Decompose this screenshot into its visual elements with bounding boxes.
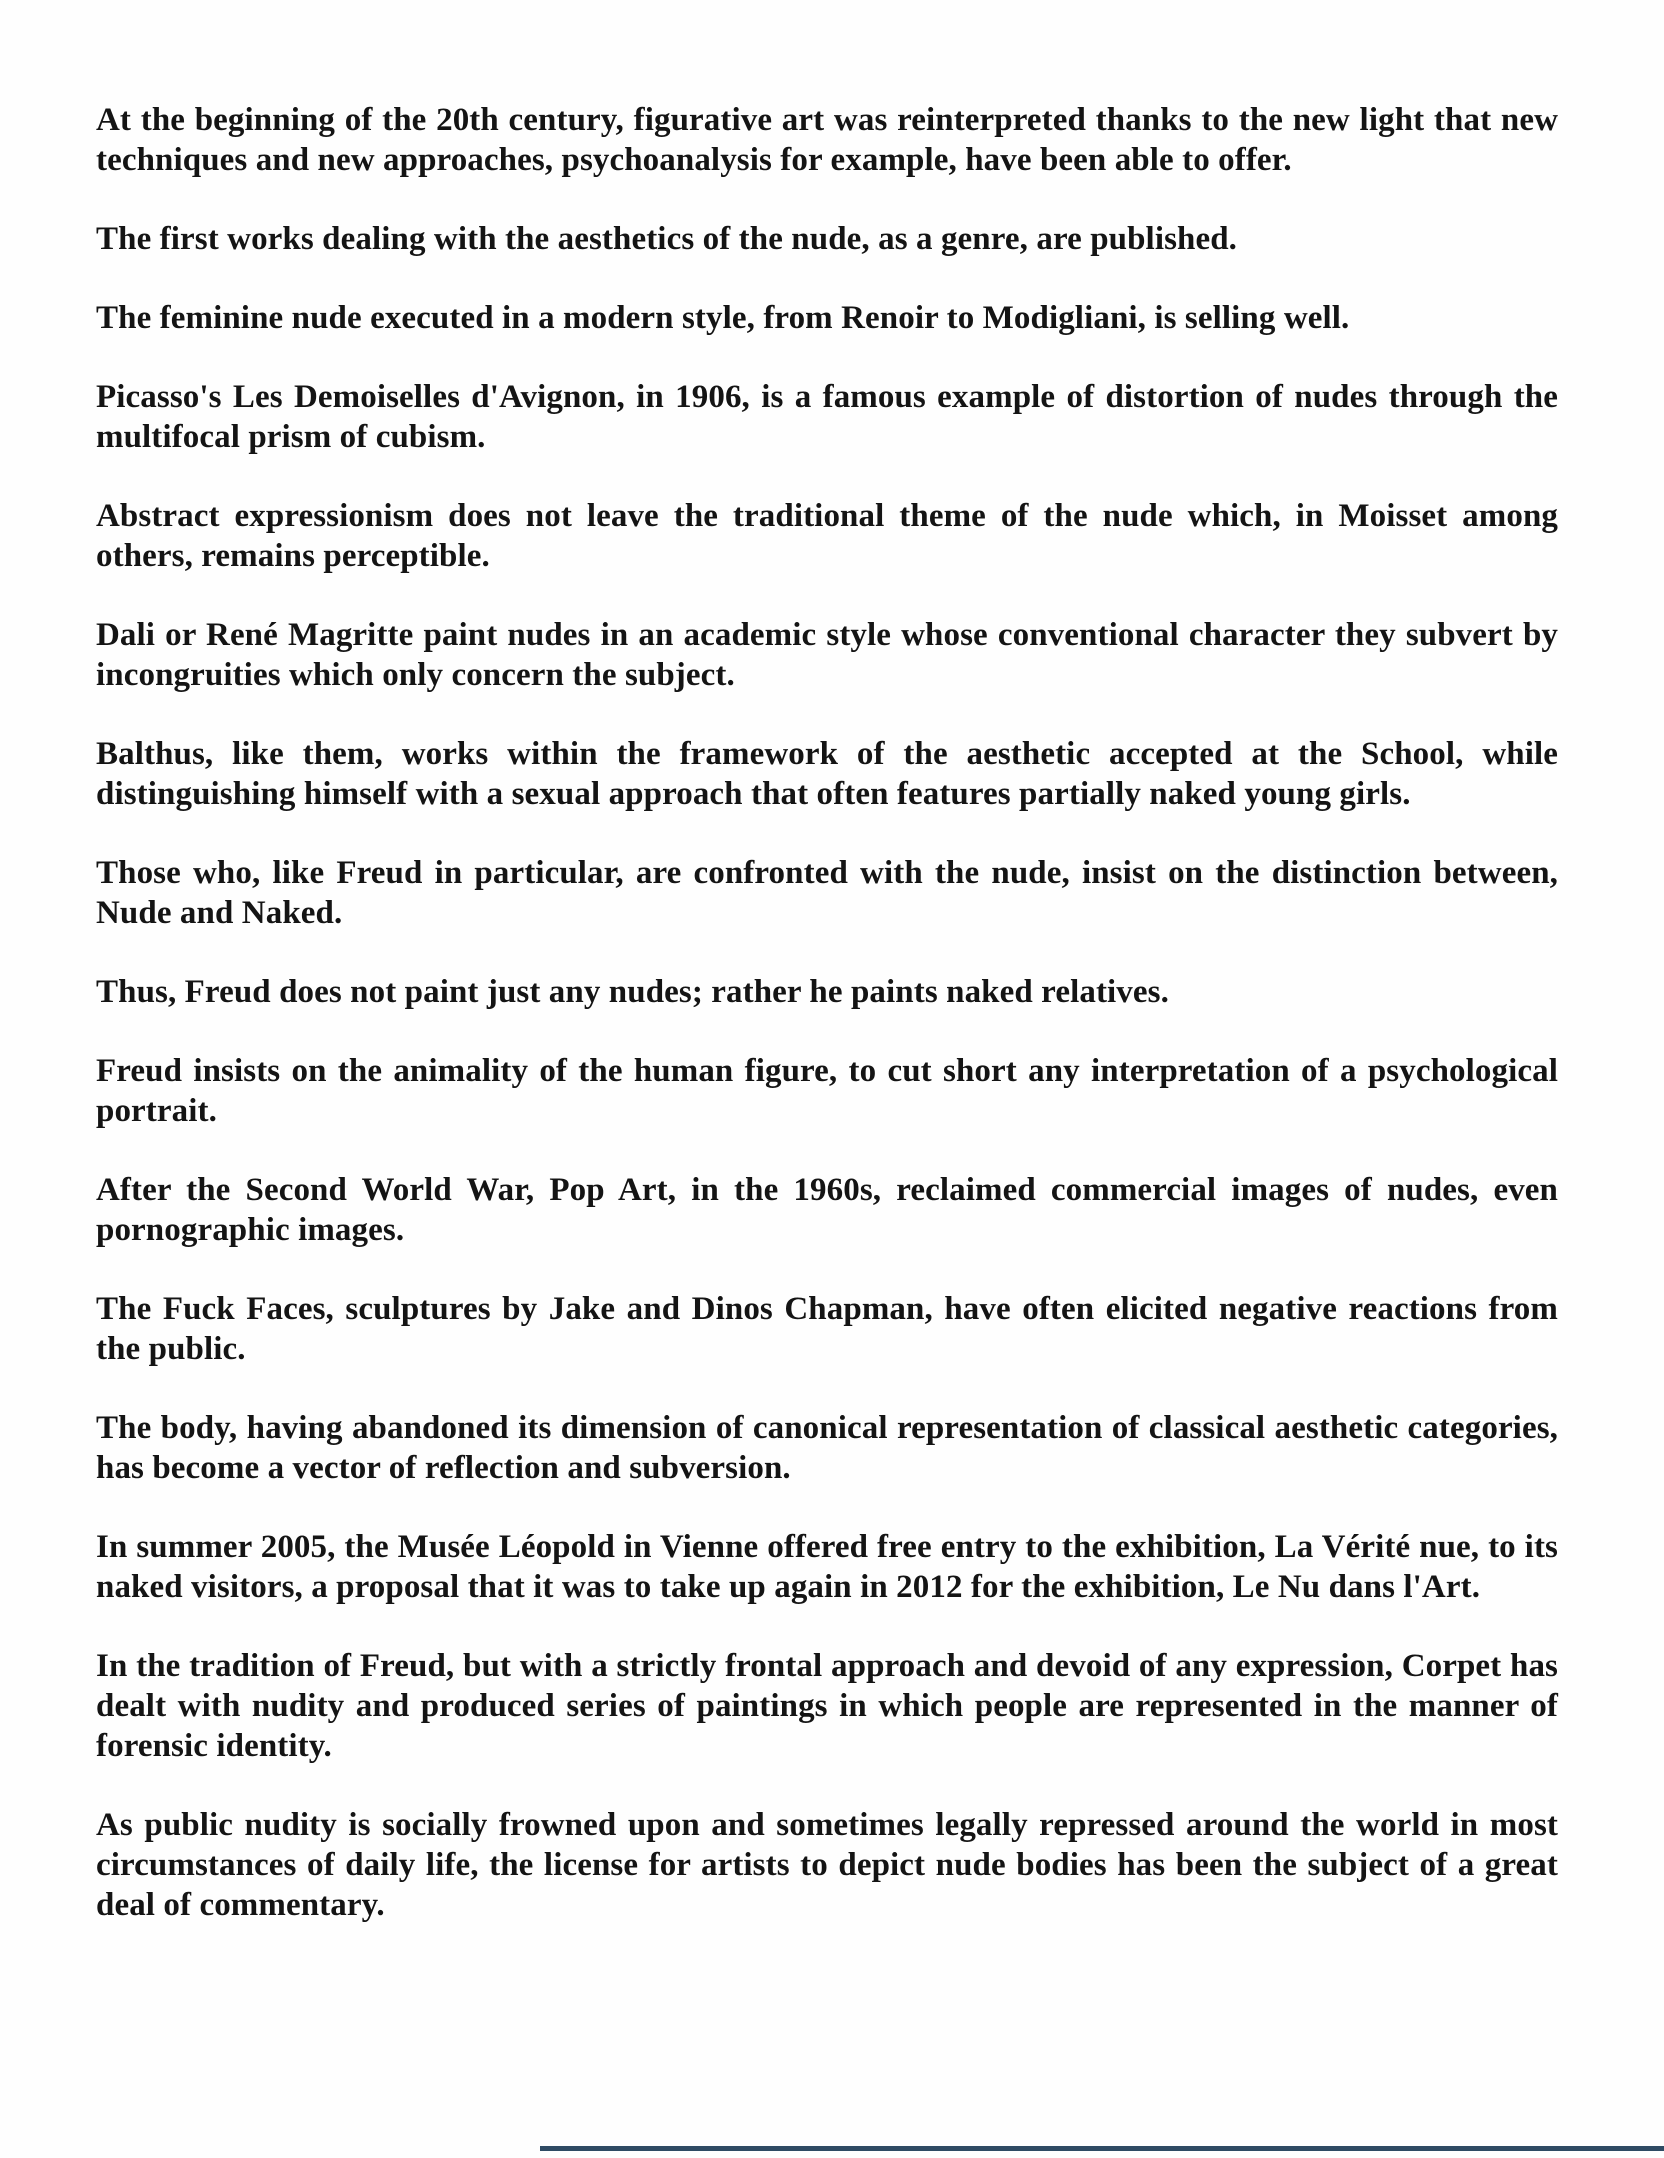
paragraph-2: The first works dealing with the aesthetics of the nude, as a genre, are published. [96, 221, 1238, 257]
paragraph-6: Dali or René Magritte paint nudes in an academic style whose conventional character they subvert by incongruities which only concern the subject. [96, 617, 1558, 693]
paragraph-4: Picasso's Les Demoiselles d'Avignon, in 1906, is a famous example of distortion of nudes through the multifocal prism of cubism. [96, 379, 1558, 455]
paragraph-7: Balthus, like them, works within the framework of the aesthetic accepted at the School, while distinguishing himself with a sexual approach that often features partially naked young girls. [96, 736, 1558, 812]
paragraph-13: The body, having abandoned its dimension of canonical representation of classical aesthetic categories, has become a vector of reflection and subversion. [96, 1410, 1558, 1486]
paragraph-16: As public nudity is socially frowned upon and sometimes legally repressed around the world in most circumstances of daily life, the license for artists to depict nude bodies has been the subject of a great deal of commentary. [96, 1807, 1558, 1923]
bottom-rule [540, 2146, 1664, 2151]
paragraph-14: In summer 2005, the Musée Léopold in Vienne offered free entry to the exhibition, La Vérité nue, to its naked visitors, a proposal that it was to take up again in 2012 for the exhibition, Le Nu dans l'Art. [96, 1529, 1558, 1605]
paragraph-5: Abstract expressionism does not leave the traditional theme of the nude which, in Moisset among others, remains perceptible. [96, 498, 1558, 574]
paragraph-9: Thus, Freud does not paint just any nudes; rather he paints naked relatives. [96, 974, 1169, 1010]
paragraph-10: Freud insists on the animality of the human figure, to cut short any interpretation of a psychological portrait. [96, 1053, 1558, 1129]
paragraph-12: The Fuck Faces, sculptures by Jake and Dinos Chapman, have often elicited negative reactions from the public. [96, 1291, 1558, 1367]
text-column [96, 100, 1558, 1964]
paragraph-15: In the tradition of Freud, but with a strictly frontal approach and devoid of any expression, Corpet has dealt with nudity and produced series of paintings in which people are represented in the manner of forensic identity. [96, 1648, 1558, 1764]
paragraph-11: After the Second World War, Pop Art, in the 1960s, reclaimed commercial images of nudes, even pornographic images. [96, 1172, 1558, 1248]
paragraph-3: The feminine nude executed in a modern style, from Renoir to Modigliani, is selling well. [96, 300, 1350, 336]
paragraph-1: At the beginning of the 20th century, figurative art was reinterpreted thanks to the new light that new techniques and new approaches, psychoanalysis for example, have been able to offer. [96, 102, 1558, 178]
paragraph-8: Those who, like Freud in particular, are confronted with the nude, insist on the distinction between, Nude and Naked. [96, 855, 1558, 931]
